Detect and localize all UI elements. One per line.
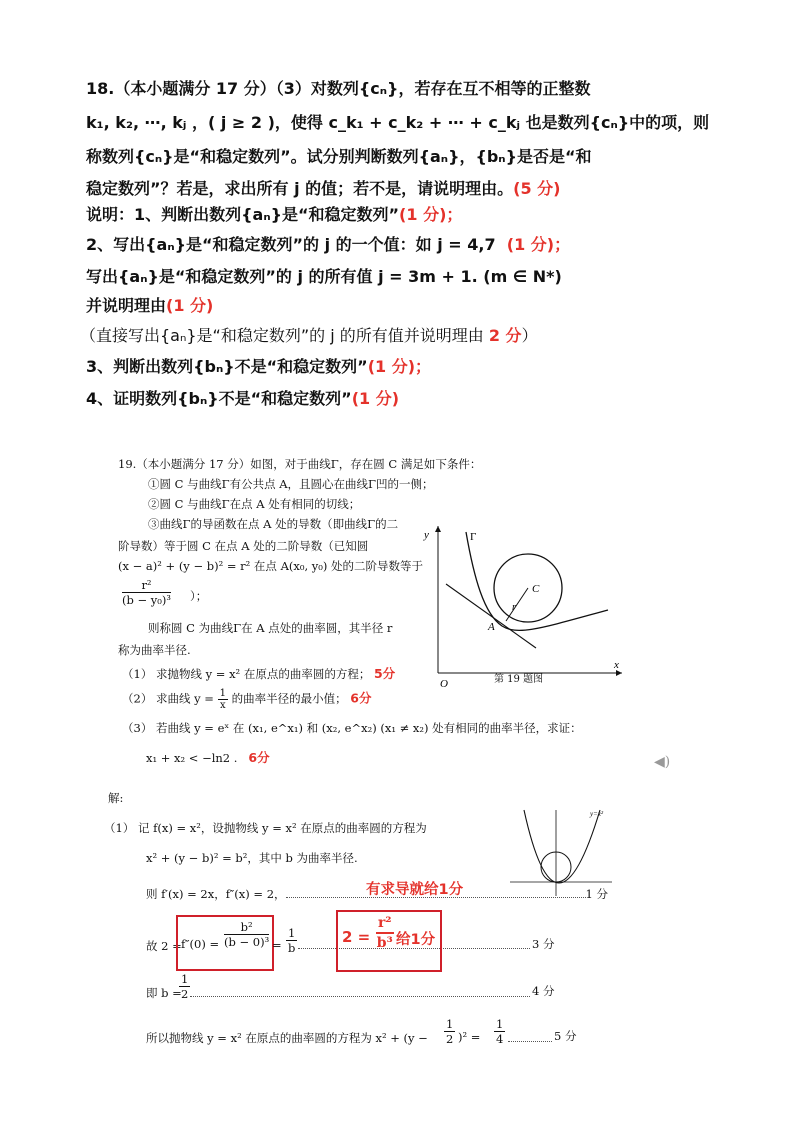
- q19-intro: 19.（本小题满分 17 分）如图，对于曲线Γ，存在圆 C 满足如下条件：: [118, 457, 482, 471]
- solution-note-rhs: 给1分: [396, 932, 436, 948]
- solution-title: 解:: [108, 791, 124, 805]
- q18-line9-text: （直接写出{aₙ}是“和稳定数列”的 j 的所有值并说明理由: [80, 326, 484, 345]
- solution-line6-den1: 2: [446, 1032, 454, 1046]
- q18-line6-text: 2、写出{aₙ}是“和稳定数列”的 j 的一个值：如 j = 4,7: [86, 235, 496, 254]
- q18-line7: 写出{aₙ}是“和稳定数列”的 j 的所有值 j = 3m + 1. (m ∈ N*): [86, 267, 562, 286]
- q19-part2-score: 6分: [350, 690, 372, 706]
- q19-part2-pre: （2） 求曲线 y =: [122, 691, 214, 706]
- q19-part3b: [146, 748, 270, 766]
- q19-part3-score: 6分: [248, 750, 270, 765]
- solution-note-frac: [376, 914, 394, 952]
- q18-line11-score: (1 分): [351, 389, 400, 408]
- solution-box-num: b²: [224, 920, 269, 935]
- fig2-parabola: [524, 810, 600, 883]
- q19-part2-post: 的曲率半径的最小值；: [231, 691, 347, 706]
- q19-part1-score: 5分: [373, 666, 396, 681]
- q19-frac-num: r²: [122, 578, 171, 593]
- q19-part1: [122, 664, 395, 682]
- q19-part3b-text: x₁ + x₂ < −ln2 .: [146, 751, 238, 765]
- solution-note-derivative: 有求导就给1分: [366, 882, 464, 898]
- solution-box-frac: [224, 920, 269, 949]
- solution-box-den: (b − 0)³: [224, 935, 270, 949]
- q19-cond1: ①圆 C 与曲线Γ有公共点 A，且圆心在曲线Γ凹的一侧；: [148, 477, 434, 491]
- fig-tangent-line: [446, 584, 536, 648]
- solution-line5-dots: [190, 986, 530, 997]
- q19-frac-end: ）；: [190, 589, 208, 603]
- figure-19: [418, 518, 628, 688]
- q18-line11: [86, 386, 399, 409]
- q18-line9-end: ）: [521, 326, 538, 345]
- q19-part3: （3） 若曲线 y = eˣ 在 (x₁, e^x₁) 和 (x₂, e^x₂) (x₁ ≠ x₂) 处有相同的曲率半径，求证：: [122, 721, 582, 735]
- solution-line4-num: 1: [288, 926, 296, 940]
- q18-line8-text: 并说明理由: [86, 296, 167, 315]
- q18-line4: [86, 176, 561, 199]
- solution-line6-frac1: [444, 1017, 455, 1046]
- q18-line3: 称数列{cₙ}是“和稳定数列”。试分别判断数列{aₙ}，{bₙ}是否是“和: [86, 147, 592, 166]
- q18-line5: [86, 202, 462, 225]
- q19-part2-num: 1: [219, 688, 226, 699]
- solution-line6-num2: 1: [496, 1017, 504, 1031]
- q18-line4-score: (5 分): [513, 179, 561, 198]
- solution-line4-score: 3 分: [532, 937, 555, 951]
- solution-box-lhs: f″(0) =: [181, 937, 220, 951]
- q18-line1: 18.（本小题满分 17 分）（3）对数列{cₙ}，若存在互不相等的正整数: [86, 79, 591, 98]
- q18-line9: [80, 323, 538, 346]
- q19-fraction: [122, 578, 171, 607]
- speaker-icon[interactable]: ◀): [654, 754, 671, 770]
- q18-line4-text: 稳定数列”？若是，求出所有 j 的值；若不是，请说明理由。: [86, 179, 514, 198]
- fig-label-c: C: [532, 583, 540, 595]
- q19-def1: 则称圆 C 为曲线Γ在 A 点处的曲率圆，其半径 r: [148, 621, 393, 635]
- q18-line6: [86, 232, 570, 255]
- q18-line10-text: 3、判断出数列{bₙ}不是“和稳定数列”: [86, 357, 368, 376]
- q19-part2-den: x: [219, 700, 226, 711]
- q18-line10-score: (1 分)；: [367, 357, 432, 376]
- q19-cond3a: ③曲线Γ的导函数在点 A 处的导数（即曲线Γ的二: [148, 517, 399, 531]
- solution-line6-den2: 4: [496, 1032, 504, 1046]
- q18-line8: [86, 293, 213, 316]
- solution-note-num: r²: [376, 914, 394, 934]
- fig-label-x: x: [614, 659, 619, 671]
- q18-line10: [86, 354, 431, 377]
- q18-line5-score: (1 分)；: [399, 205, 463, 224]
- solution-line4-den: b: [287, 941, 296, 955]
- solution-line5-score: 4 分: [532, 984, 555, 998]
- solution-line1: （1） 记 f(x) = x²，设抛物线 y = x² 在原点的曲率圆的方程为: [104, 821, 427, 835]
- q19-cond3c: (x − a)² + (y − b)² = r² 在点 A(x₀, y₀) 处的二阶导数等于: [118, 559, 424, 573]
- solution-line4-frac: [286, 926, 297, 955]
- q19-cond3b: 阶导数）等于圆 C 在点 A 处的二阶导数（已知圆: [118, 539, 369, 553]
- solution-line5-frac: [179, 972, 190, 1001]
- solution-line6-num1: 1: [446, 1017, 454, 1031]
- q19-cond2: ②圆 C 与曲线Γ在点 A 处有相同的切线；: [148, 497, 361, 511]
- solution-line6-score: 5 分: [554, 1029, 577, 1043]
- solution-line5-den: 2: [181, 987, 189, 1001]
- fig-y-arrow: [435, 526, 441, 532]
- solution-line3-score: 1 分: [585, 887, 608, 901]
- q19-part1-text: （1） 求抛物线 y = x² 在原点的曲率圆的方程；: [122, 667, 371, 681]
- solution-line5-num: 1: [181, 972, 189, 986]
- q19-def2: 称为曲率半径.: [118, 643, 191, 657]
- solution-line4-pre: 故 2 =: [146, 939, 182, 953]
- fig-caption: 第 19 题图: [494, 674, 544, 685]
- solution-line6-pre: 所以抛物线 y = x² 在原点的曲率圆的方程为 x² + (y −: [146, 1031, 428, 1045]
- solution-line4-eq: =: [272, 938, 282, 952]
- solution-line6-mid: )² =: [458, 1030, 481, 1044]
- solution-line2: x² + (y − b)² = b²，其中 b 为曲率半径.: [146, 851, 358, 865]
- q18-line5-text: 说明：1、判断出数列{aₙ}是“和稳定数列”: [86, 205, 400, 224]
- fig-label-y: y: [424, 529, 429, 541]
- fig2-label: y=x²: [590, 810, 604, 818]
- q18-line6-score: (1 分)；: [506, 235, 571, 254]
- solution-line3-text: 则 f′(x) = 2x，f″(x) = 2，: [146, 887, 286, 901]
- solution-note-lhs: 2 =: [342, 928, 371, 946]
- q19-part2-frac: [218, 688, 228, 711]
- fig-curve-gamma: [466, 532, 608, 630]
- figure-parabola: [506, 806, 616, 900]
- fig-radius-line: [506, 588, 528, 621]
- q19-part2: [122, 688, 371, 711]
- solution-line6-frac2: [494, 1017, 505, 1046]
- q18-line8-score: (1 分): [166, 296, 214, 315]
- q18-line9-score: 2 分: [488, 326, 522, 345]
- solution-note-den: b³: [376, 935, 393, 951]
- q18-line2: k₁, k₂, ⋯, kⱼ ，( j ≥ 2 )，使得 c_k₁ + c_k₂ + ⋯ + c_kⱼ 也是数列{cₙ}中的项，则: [86, 113, 710, 132]
- q18-line11-text: 4、证明数列{bₙ}不是“和稳定数列”: [86, 389, 352, 408]
- fig-label-a: A: [488, 621, 495, 633]
- fig-label-gamma: Γ: [470, 531, 477, 543]
- fig-label-r: r: [512, 602, 516, 613]
- q19-frac-den: (b − y₀)³: [122, 593, 171, 607]
- solution-line5-pre: 即 b =: [146, 986, 182, 1000]
- solution-line6-dots: [508, 1031, 552, 1042]
- fig-label-o: O: [440, 678, 448, 688]
